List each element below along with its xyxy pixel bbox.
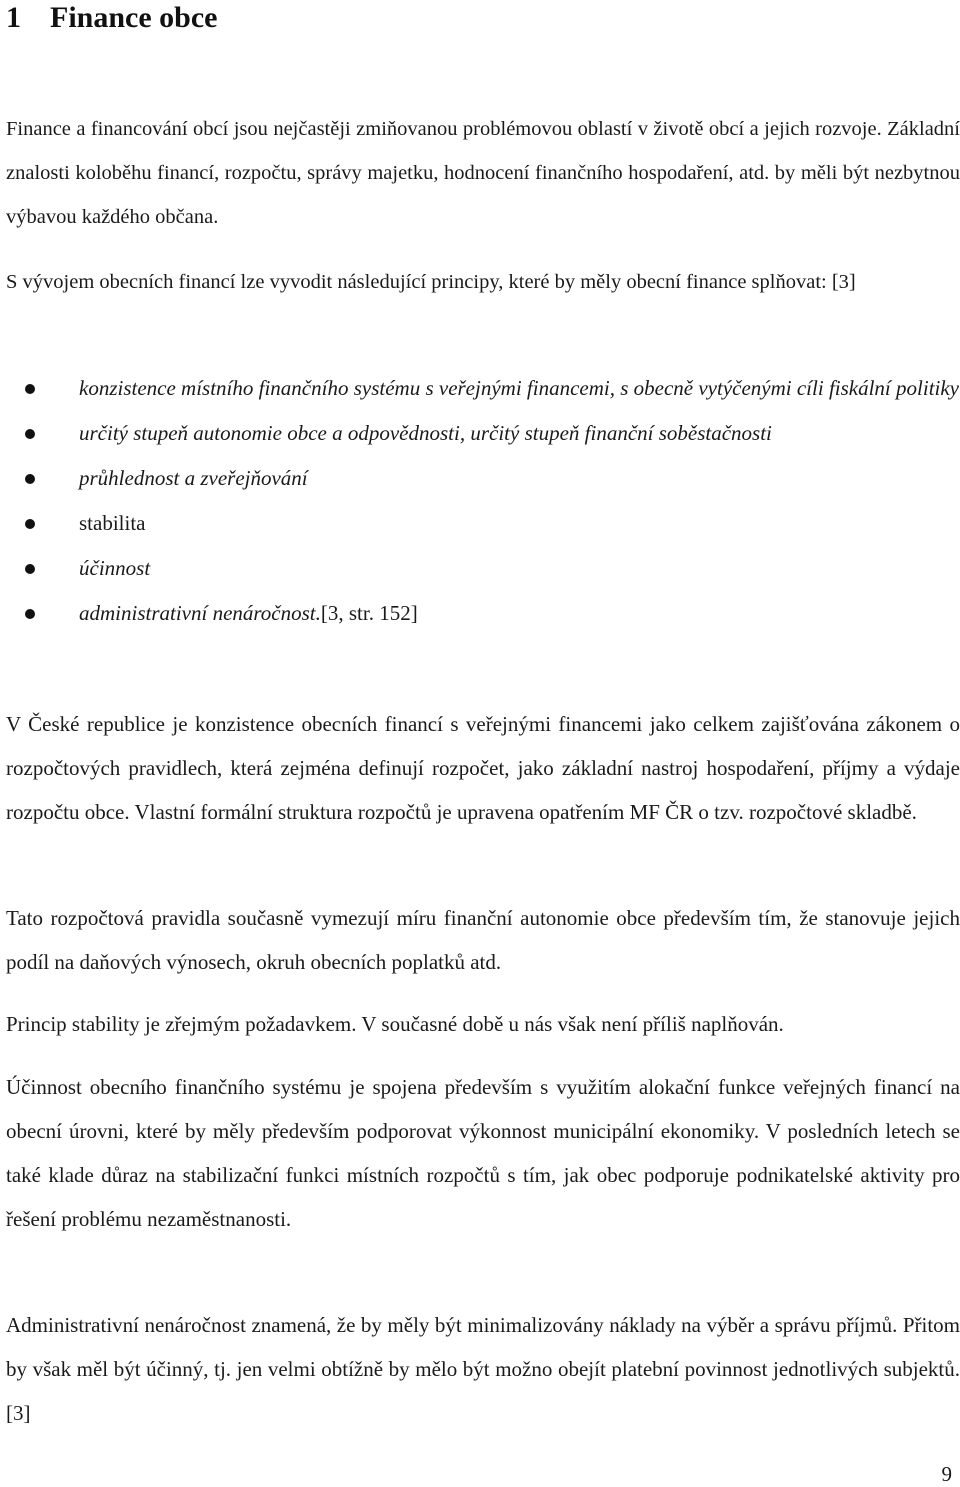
chapter-heading <box>6 0 217 36</box>
principles-list <box>0 366 960 636</box>
list-item <box>0 501 960 546</box>
paragraph-stability: Princip stability je zřejmým požadavkem. V současné době u nás však není příliš naplňován. <box>6 1012 784 1036</box>
paragraph-principles-intro: S vývojem obecních financí lze vyvodit následující principy, které by měly obecní finance splňovat: [3] <box>6 271 856 293</box>
list-item-text: administrativní nenáročnost. <box>79 601 321 625</box>
bullet-icon <box>25 429 35 439</box>
chapter-title: Finance obce <box>50 1 218 34</box>
paragraph-administrative: Administrativní nenáročnost znamená, že by měly být minimalizovány náklady na výběr a správu příjmů. Přitom by však měl být účinný, tj. jen velmi obtížně by mělo být možno obejít platební povinnost jednotlivých subjektů. [3] <box>6 1313 960 1425</box>
page-number: 9 <box>941 1462 952 1486</box>
list-item <box>0 411 960 456</box>
paragraph-consistency: V České republice je konzistence obecních financí s veřejnými financemi jako celkem zajišťována zákonem o rozpočtových pravidlech, která zejména definují rozpočet, jako základní nastroj hospodaření, příjmy a výdaje rozpočtu obce. Vlastní formální struktura rozpočtů je upravena opatřením MF ČR o tzv. rozpočtové skladbě. <box>6 712 960 824</box>
bullet-icon <box>25 609 35 619</box>
citation: [3, str. 152] <box>320 601 418 625</box>
list-item-text: konzistence místního finančního systému s veřejnými financemi, s obecně vytýčenými cíli fiskální politiky <box>79 376 960 400</box>
bullet-icon <box>25 519 35 529</box>
paragraph-autonomy: Tato rozpočtová pravidla současně vymezují míru finanční autonomie obce především tím, že stanovuje jejich podíl na daňových výnosech, okruh obecních poplatků atd. <box>6 906 960 974</box>
bullet-icon <box>25 474 35 484</box>
list-item <box>0 456 960 501</box>
paragraph-efficiency: Účinnost obecního finančního systému je spojena především s využitím alokační funkce veřejných financí na obecní úrovni, které by měly především podporovat výkonnost municipální ekonomiky. V posledních letech se také klade důraz na stabilizační funkci místních rozpočtů s tím, jak obec podporuje podnikatelské aktivity pro řešení problému nezaměstnanosti. <box>6 1075 960 1231</box>
list-item-text: stabilita <box>79 511 146 535</box>
list-item-text: účinnost <box>79 556 151 580</box>
bullet-icon <box>25 384 35 394</box>
bullet-icon <box>25 564 35 574</box>
paragraph-intro: Finance a financování obcí jsou nejčastěji zmiňovanou problémovou oblastí v životě obcí a jejich rozvoje. Základní znalosti koloběhu financí, rozpočtu, správy majetku, hodnocení finančního hospodaření, atd. by měli být nezbytnou výbavou každého občana. <box>6 118 960 228</box>
list-item <box>0 591 960 636</box>
list-item-text: určitý stupeň autonomie obce a odpovědnosti, určitý stupeň finanční soběstačnosti <box>79 421 772 445</box>
list-item <box>0 366 960 411</box>
chapter-number: 1 <box>6 1 21 34</box>
list-item-text: průhlednost a zveřejňování <box>79 466 308 490</box>
list-item <box>0 546 960 591</box>
